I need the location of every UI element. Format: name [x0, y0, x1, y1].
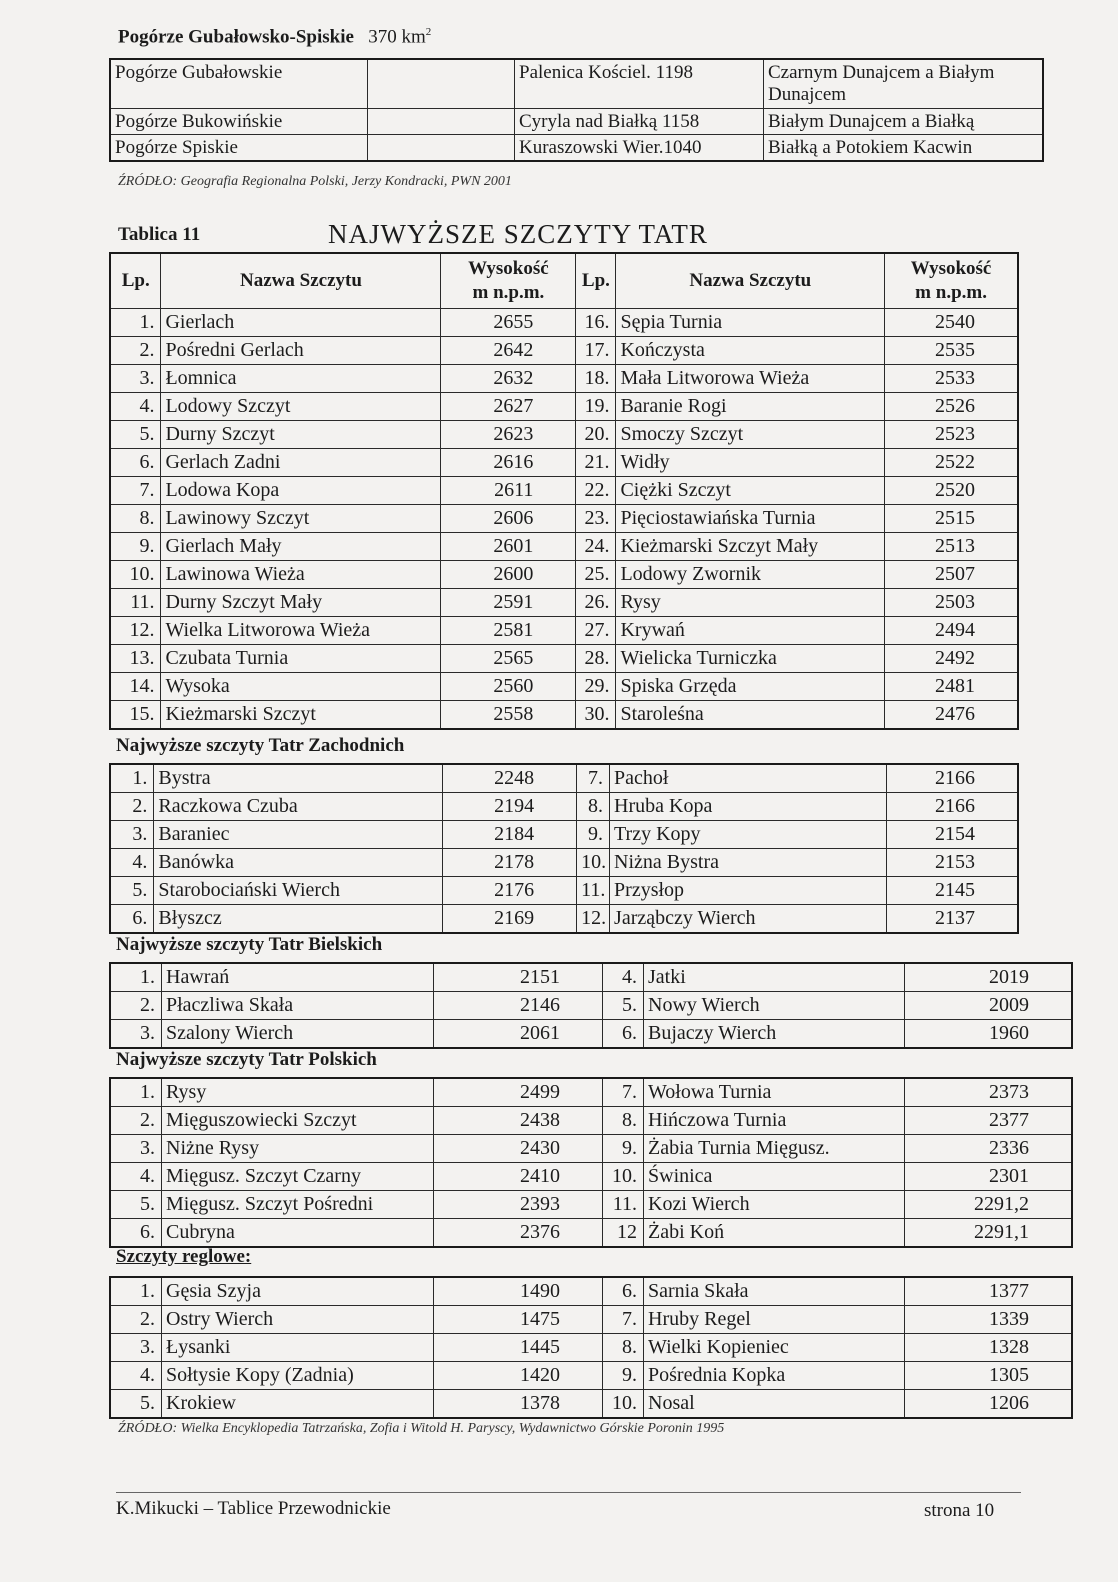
peak-height: 2438: [434, 1107, 603, 1135]
peak-height-2: 2522: [885, 449, 1018, 477]
row-number: 13.: [110, 645, 161, 673]
peak-height-2: 1305: [905, 1362, 1073, 1390]
peak-name: Sołtysie Kopy (Zadnia): [162, 1362, 434, 1390]
peak-height-2: 2523: [885, 421, 1018, 449]
peak-height-2: 2503: [885, 589, 1018, 617]
peak-name-2: Wielicka Turniczka: [616, 645, 885, 673]
table-row: [110, 505, 1018, 533]
highest-peaks-table: [109, 252, 1019, 730]
peak-name: Mięguszowiecki Szczyt: [162, 1107, 434, 1135]
peak-height: 2611: [441, 477, 576, 505]
peak-height: 2146: [434, 992, 603, 1020]
table-row: [110, 589, 1018, 617]
row-number: 3.: [110, 821, 154, 849]
row-number-2: 7.: [603, 1078, 644, 1107]
table-row: [110, 877, 1018, 905]
table-row: [110, 309, 1018, 337]
row-number-2: 10.: [603, 1390, 644, 1419]
peak-name-2: Wołowa Turnia: [644, 1078, 905, 1107]
peak-height-2: 2526: [885, 393, 1018, 421]
table-row: [110, 1191, 1072, 1219]
peak-height: 2627: [441, 393, 576, 421]
row-number-2: 6.: [603, 1020, 644, 1049]
row-number-2: 22.: [576, 477, 616, 505]
peak-height-2: 2533: [885, 365, 1018, 393]
peak-height: 2606: [441, 505, 576, 533]
region-area: 370 km: [368, 26, 426, 48]
peak-name: Baraniec: [154, 821, 443, 849]
row-number-2: 11.: [577, 877, 610, 905]
table-row: [110, 1219, 1072, 1248]
peak-name-2: Przysłop: [610, 877, 887, 905]
peak-name-2: Pięciostawiańska Turnia: [616, 505, 885, 533]
peak-name: Banówka: [154, 849, 443, 877]
region-subname: Pogórze Spiskie: [110, 135, 368, 162]
peak-height-2: 1206: [905, 1390, 1073, 1419]
peak-height-2: 2291,2: [905, 1191, 1073, 1219]
row-number-2: 18.: [576, 365, 616, 393]
peak-name: Krokiew: [162, 1390, 434, 1419]
region-table: [109, 58, 1044, 162]
table-row: [110, 561, 1018, 589]
row-number: 2.: [110, 992, 162, 1020]
peak-height: 2184: [443, 821, 577, 849]
peak-height: 2591: [441, 589, 576, 617]
peak-height-2: 2154: [886, 821, 1018, 849]
header-height-2: [885, 253, 1018, 309]
table-row: [110, 673, 1018, 701]
peak-height-2: 2291,1: [905, 1219, 1073, 1248]
row-number: 2.: [110, 1306, 162, 1334]
source-note-1: ŹRÓDŁO: Geografia Regionalna Polski, Jerzy Kondracki, PWN 2001: [118, 174, 512, 189]
row-number-2: 27.: [576, 617, 616, 645]
peak-height: 2623: [441, 421, 576, 449]
western-tatras-table: [109, 763, 1019, 934]
peak-name-2: Nowy Wierch: [644, 992, 905, 1020]
row-number-2: 8.: [577, 793, 610, 821]
peak-name: Wielka Litworowa Wieża: [161, 617, 441, 645]
peak-name: Cubryna: [162, 1219, 434, 1248]
peak-name: Lodowy Szczyt: [161, 393, 441, 421]
peak-name-2: Bujaczy Wierch: [644, 1020, 905, 1049]
peak-name: Płaczliwa Skała: [162, 992, 434, 1020]
header-height: [441, 253, 576, 309]
row-number: 6.: [110, 1219, 162, 1248]
peak-name-2: Trzy Kopy: [610, 821, 887, 849]
peak-height-2: 2336: [905, 1135, 1073, 1163]
table-row: [110, 963, 1072, 992]
region-bounds: Białką a Potokiem Kacwin: [764, 135, 1044, 162]
table-row: [110, 337, 1018, 365]
peak-name-2: Kieżmarski Szczyt Mały: [616, 533, 885, 561]
region-bounds: Białym Dunajcem a Białką: [764, 109, 1044, 135]
table-row: [110, 1020, 1072, 1049]
peak-name-2: Żabi Koń: [644, 1219, 905, 1248]
peak-height: 2655: [441, 309, 576, 337]
row-number-2: 7.: [577, 764, 610, 793]
region-blank: [368, 59, 515, 109]
table-row: [110, 1362, 1072, 1390]
peak-name-2: Rysy: [616, 589, 885, 617]
table-row: [110, 1163, 1072, 1191]
peak-height-2: 2492: [885, 645, 1018, 673]
table-row: [110, 1277, 1072, 1306]
row-number: 1.: [110, 963, 162, 992]
row-number: 3.: [110, 1334, 162, 1362]
region-row: [110, 59, 1043, 109]
row-number: 5.: [110, 1191, 162, 1219]
peak-height-2: 1377: [905, 1277, 1073, 1306]
region-peak: Kuraszowski Wier.1040: [515, 135, 764, 162]
row-number: 10.: [110, 561, 161, 589]
row-number-2: 17.: [576, 337, 616, 365]
section-title-reglowe: Szczyty reglowe:: [116, 1246, 252, 1267]
peak-height-2: 2535: [885, 337, 1018, 365]
table-row: [110, 849, 1018, 877]
row-number-2: 28.: [576, 645, 616, 673]
table-header-row: [110, 253, 1018, 309]
peak-name-2: Krywań: [616, 617, 885, 645]
row-number: 14.: [110, 673, 161, 701]
peak-height: 2499: [434, 1078, 603, 1107]
peak-name-2: Hruby Regel: [644, 1306, 905, 1334]
peak-height: 2581: [441, 617, 576, 645]
polish-tatras-table: [109, 1077, 1073, 1248]
peak-height-2: 2377: [905, 1107, 1073, 1135]
peak-name-2: Baranie Rogi: [616, 393, 885, 421]
row-number-2: 16.: [576, 309, 616, 337]
peak-height-2: 1960: [905, 1020, 1073, 1049]
row-number: 1.: [110, 309, 161, 337]
belianske-tatras-table: [109, 962, 1073, 1049]
peak-height: 1378: [434, 1390, 603, 1419]
table-row: [110, 1390, 1072, 1419]
row-number-2: 23.: [576, 505, 616, 533]
peak-name: Błyszcz: [154, 905, 443, 934]
row-number-2: 8.: [603, 1107, 644, 1135]
region-blank: [368, 109, 515, 135]
row-number: 2.: [110, 793, 154, 821]
peak-height-2: 2481: [885, 673, 1018, 701]
peak-height: 2248: [443, 764, 577, 793]
peak-height: 2194: [443, 793, 577, 821]
region-blank: [368, 135, 515, 162]
peak-name-2: Spiska Grzęda: [616, 673, 885, 701]
source-note-2: ŹRÓDŁO: Wielka Encyklopedia Tatrzańska, Zofia i Witold H. Paryscy, Wydawnictwo Górskie Poronin 1995: [118, 1421, 725, 1436]
peak-name-2: Niżna Bystra: [610, 849, 887, 877]
peak-height: 2430: [434, 1135, 603, 1163]
header-height-line1: Wysokość: [468, 258, 549, 279]
table-row: [110, 905, 1018, 934]
row-number: 6.: [110, 449, 161, 477]
peak-height: 2632: [441, 365, 576, 393]
region-title: [118, 26, 431, 48]
peak-height-2: 2153: [886, 849, 1018, 877]
header-lp: Lp.: [110, 253, 161, 309]
table-label: Tablica 11: [118, 224, 201, 245]
peak-height-2: 2009: [905, 992, 1073, 1020]
row-number-2: 24.: [576, 533, 616, 561]
row-number-2: 6.: [603, 1277, 644, 1306]
row-number: 7.: [110, 477, 161, 505]
section-title-polskie: Najwyższe szczyty Tatr Polskich: [116, 1049, 377, 1070]
peak-name-2: Jarząbczy Wierch: [610, 905, 887, 934]
row-number: 12.: [110, 617, 161, 645]
peak-height: 2601: [441, 533, 576, 561]
region-peak: Cyryla nad Białką 1158: [515, 109, 764, 135]
section-title-bielskie: Najwyższe szczyty Tatr Bielskich: [116, 934, 383, 955]
peak-name: Pośredni Gerlach: [161, 337, 441, 365]
regle-peaks-table: [109, 1276, 1073, 1419]
peak-height: 1445: [434, 1334, 603, 1362]
peak-name-2: Nosal: [644, 1390, 905, 1419]
header-height-2-line1: Wysokość: [910, 258, 992, 279]
peak-name-2: Sępia Turnia: [616, 309, 885, 337]
header-height-line2: m n.p.m.: [472, 282, 545, 303]
table-row: [110, 1334, 1072, 1362]
row-number: 1.: [110, 1277, 162, 1306]
row-number: 2.: [110, 337, 161, 365]
row-number: 9.: [110, 533, 161, 561]
peak-name: Łomnica: [161, 365, 441, 393]
row-number: 4.: [110, 1362, 162, 1390]
row-number-2: 7.: [603, 1306, 644, 1334]
peak-height: 2600: [441, 561, 576, 589]
peak-height: 2151: [434, 963, 603, 992]
region-name: Pogórze Gubałowsko-Spiskie: [118, 26, 354, 48]
table-row: [110, 992, 1072, 1020]
region-row: [110, 109, 1043, 135]
peak-height-2: 1339: [905, 1306, 1073, 1334]
peak-name: Bystra: [154, 764, 443, 793]
row-number-2: 9.: [603, 1135, 644, 1163]
row-number: 3.: [110, 1020, 162, 1049]
peak-height-2: 2513: [885, 533, 1018, 561]
peak-height: 2393: [434, 1191, 603, 1219]
region-peak: Palenica Kościel. 1198: [515, 59, 764, 109]
peak-name: Szalony Wierch: [162, 1020, 434, 1049]
peak-height-2: 2373: [905, 1078, 1073, 1107]
peak-name-2: Kończysta: [616, 337, 885, 365]
row-number-2: 29.: [576, 673, 616, 701]
peak-name: Lawinowa Wieża: [161, 561, 441, 589]
peak-name: Durny Szczyt Mały: [161, 589, 441, 617]
peak-name-2: Mała Litworowa Wieża: [616, 365, 885, 393]
peak-name: Kieżmarski Szczyt: [161, 701, 441, 730]
row-number-2: 9.: [577, 821, 610, 849]
row-number-2: 30.: [576, 701, 616, 730]
peak-name-2: Pośrednia Kopka: [644, 1362, 905, 1390]
row-number: 8.: [110, 505, 161, 533]
row-number-2: 21.: [576, 449, 616, 477]
peak-name-2: Pachoł: [610, 764, 887, 793]
row-number-2: 12: [603, 1219, 644, 1248]
table-row: [110, 701, 1018, 730]
peak-name: Hawrań: [162, 963, 434, 992]
peak-height: 2616: [441, 449, 576, 477]
peak-name: Gierlach Mały: [161, 533, 441, 561]
peak-height-2: 2166: [886, 764, 1018, 793]
row-number-2: 11.: [603, 1191, 644, 1219]
peak-height-2: 2301: [905, 1163, 1073, 1191]
peak-height-2: 2540: [885, 309, 1018, 337]
peak-height: 2565: [441, 645, 576, 673]
footer-divider: [116, 1492, 1021, 1493]
peak-name-2: Hińczowa Turnia: [644, 1107, 905, 1135]
peak-name: Rysy: [162, 1078, 434, 1107]
peak-name: Gęsia Szyja: [162, 1277, 434, 1306]
header-lp-2: Lp.: [576, 253, 616, 309]
peak-name: Raczkowa Czuba: [154, 793, 443, 821]
peak-name-2: Lodowy Zwornik: [616, 561, 885, 589]
row-number-2: 12.: [577, 905, 610, 934]
table-row: [110, 793, 1018, 821]
peak-name: Lawinowy Szczyt: [161, 505, 441, 533]
peak-name: Czubata Turnia: [161, 645, 441, 673]
row-number: 3.: [110, 365, 161, 393]
peak-height-2: 2019: [905, 963, 1073, 992]
peak-height: 2178: [443, 849, 577, 877]
peak-height: 2642: [441, 337, 576, 365]
peak-name-2: Staroleśna: [616, 701, 885, 730]
peak-name-2: Widły: [616, 449, 885, 477]
page-number: strona 10: [924, 1500, 995, 1521]
region-subname: Pogórze Gubałowskie: [110, 59, 368, 109]
peak-name-2: Hruba Kopa: [610, 793, 887, 821]
peak-height: 1475: [434, 1306, 603, 1334]
peak-height-2: 2494: [885, 617, 1018, 645]
peak-height: 2176: [443, 877, 577, 905]
row-number-2: 26.: [576, 589, 616, 617]
peak-height-2: 1328: [905, 1334, 1073, 1362]
table-row: [110, 477, 1018, 505]
row-number-2: 19.: [576, 393, 616, 421]
row-number: 1.: [110, 1078, 162, 1107]
peak-height: 1420: [434, 1362, 603, 1390]
footer-author: K.Mikucki – Tablice Przewodnickie: [116, 1498, 391, 1519]
peak-height: 2560: [441, 673, 576, 701]
table-row: [110, 449, 1018, 477]
peak-name-2: Smoczy Szczyt: [616, 421, 885, 449]
peak-name: Gierlach: [161, 309, 441, 337]
peak-name: Durny Szczyt: [161, 421, 441, 449]
peak-height: 2376: [434, 1219, 603, 1248]
table-row: [110, 645, 1018, 673]
row-number-2: 20.: [576, 421, 616, 449]
row-number-2: 9.: [603, 1362, 644, 1390]
peak-name: Wysoka: [161, 673, 441, 701]
peak-name-2: Jatki: [644, 963, 905, 992]
peak-height-2: 2507: [885, 561, 1018, 589]
row-number: 4.: [110, 849, 154, 877]
row-number: 11.: [110, 589, 161, 617]
row-number-2: 8.: [603, 1334, 644, 1362]
peak-name: Łysanki: [162, 1334, 434, 1362]
header-height-2-line2: m n.p.m.: [915, 282, 987, 303]
header-name: Nazwa Szczytu: [161, 253, 441, 309]
peak-name: Niżne Rysy: [162, 1135, 434, 1163]
peak-height-2: 2515: [885, 505, 1018, 533]
peak-name-2: Sarnia Skała: [644, 1277, 905, 1306]
peak-height-2: 2137: [886, 905, 1018, 934]
header-name-2: Nazwa Szczytu: [616, 253, 885, 309]
table-row: [110, 421, 1018, 449]
region-row: [110, 135, 1043, 162]
peak-name-2: Kozi Wierch: [644, 1191, 905, 1219]
peak-height-2: 2145: [886, 877, 1018, 905]
row-number: 5.: [110, 1390, 162, 1419]
row-number: 15.: [110, 701, 161, 730]
peak-name-2: Świnica: [644, 1163, 905, 1191]
peak-name: Mięgusz. Szczyt Czarny: [162, 1163, 434, 1191]
peak-height: 1490: [434, 1277, 603, 1306]
peak-height: 2558: [441, 701, 576, 730]
peak-name: Ostry Wierch: [162, 1306, 434, 1334]
row-number-2: 4.: [603, 963, 644, 992]
row-number-2: 10.: [577, 849, 610, 877]
row-number-2: 5.: [603, 992, 644, 1020]
region-area-sup: 2: [425, 26, 432, 38]
row-number: 3.: [110, 1135, 162, 1163]
peak-height-2: 2520: [885, 477, 1018, 505]
table-title: NAJWYŻSZE SZCZYTY TATR: [328, 219, 708, 249]
peak-height: 2061: [434, 1020, 603, 1049]
peak-name: Gerlach Zadni: [161, 449, 441, 477]
table-row: [110, 1107, 1072, 1135]
peak-height-2: 2476: [885, 701, 1018, 730]
table-row: [110, 1306, 1072, 1334]
table-row: [110, 764, 1018, 793]
row-number-2: 25.: [576, 561, 616, 589]
region-bounds: Czarnym Dunajcem a Białym Dunajcem: [764, 59, 1044, 109]
region-subname: Pogórze Bukowińskie: [110, 109, 368, 135]
peak-height-2: 2166: [886, 793, 1018, 821]
peak-name-2: Żabia Turnia Mięgusz.: [644, 1135, 905, 1163]
table-row: [110, 617, 1018, 645]
peak-height: 2169: [443, 905, 577, 934]
peak-name: Lodowa Kopa: [161, 477, 441, 505]
row-number: 5.: [110, 877, 154, 905]
table-row: [110, 393, 1018, 421]
row-number: 1.: [110, 764, 154, 793]
peak-name: Mięgusz. Szczyt Pośredni: [162, 1191, 434, 1219]
row-number: 4.: [110, 393, 161, 421]
row-number-2: 10.: [603, 1163, 644, 1191]
table-row: [110, 821, 1018, 849]
peak-name-2: Ciężki Szczyt: [616, 477, 885, 505]
table-row: [110, 1078, 1072, 1107]
row-number: 5.: [110, 421, 161, 449]
peak-name-2: Wielki Kopieniec: [644, 1334, 905, 1362]
table-row: [110, 365, 1018, 393]
peak-height: 2410: [434, 1163, 603, 1191]
row-number: 4.: [110, 1163, 162, 1191]
table-row: [110, 533, 1018, 561]
peak-name: Starobociański Wierch: [154, 877, 443, 905]
row-number: 2.: [110, 1107, 162, 1135]
table-row: [110, 1135, 1072, 1163]
row-number: 6.: [110, 905, 154, 934]
section-title-zachodnie: Najwyższe szczyty Tatr Zachodnich: [116, 735, 405, 756]
